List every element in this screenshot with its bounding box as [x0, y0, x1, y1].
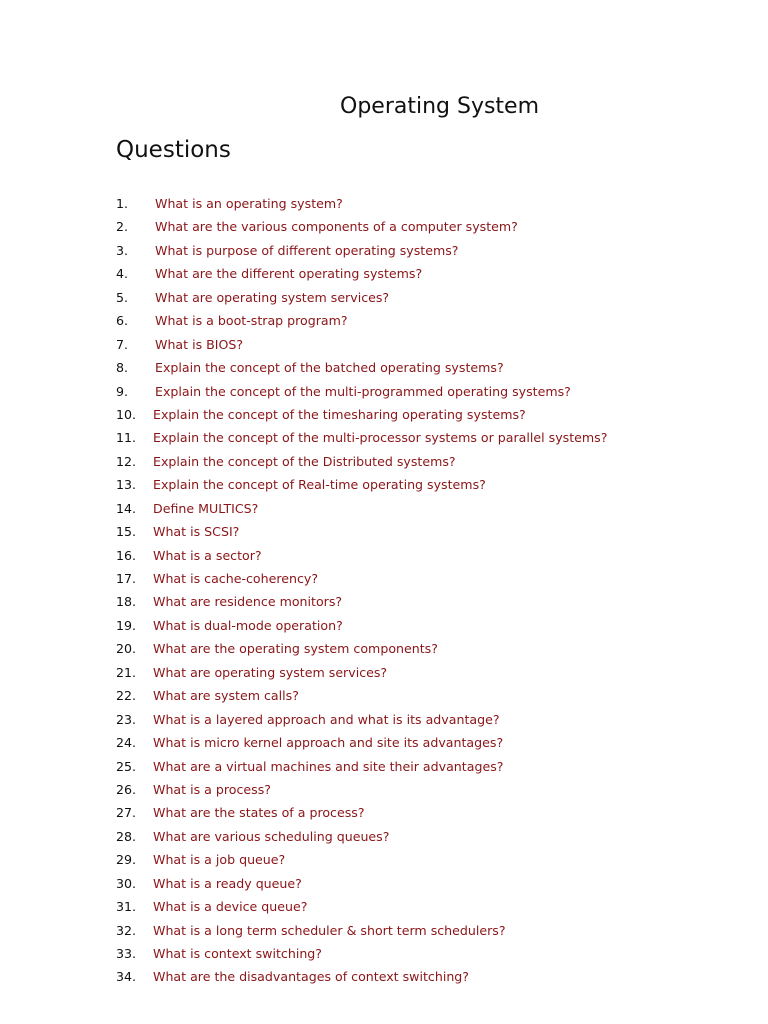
question-text: What is SCSI?	[153, 524, 240, 540]
question-text: What is purpose of different operating systems?	[155, 242, 459, 258]
question-text: What is a sector?	[153, 547, 262, 563]
question-number: 20.	[116, 641, 137, 657]
question-text: What are operating system services?	[155, 289, 390, 305]
question-number: 11.	[116, 430, 137, 446]
question-text: What is micro kernel approach and site its advantages?	[153, 735, 504, 751]
question-item	[0, 473, 768, 496]
question-text: What are the states of a process?	[153, 805, 365, 821]
question-text: What is an operating system?	[155, 196, 343, 211]
question-text: What are a virtual machines and site their advantages?	[153, 758, 504, 774]
question-number: 4.	[116, 266, 129, 282]
question-item	[0, 262, 768, 285]
question-number: 25.	[116, 758, 137, 774]
question-item	[0, 215, 768, 238]
question-text: Explain the concept of the batched operating systems?	[155, 360, 504, 376]
question-number: 22.	[116, 688, 137, 704]
question-item	[0, 637, 768, 660]
question-number: 3.	[116, 242, 129, 258]
question-number: 6.	[116, 313, 129, 329]
question-item	[0, 614, 768, 637]
question-text: What is a boot-strap program?	[155, 313, 348, 329]
question-text: Explain the concept of Real-time operating systems?	[153, 477, 486, 493]
question-number: 30.	[116, 875, 137, 891]
question-item	[0, 801, 768, 824]
question-text: What are residence monitors?	[153, 594, 343, 610]
question-text: Define MULTICS?	[153, 500, 259, 516]
question-text: Explain the concept of the multi-programmed operating systems?	[155, 383, 571, 399]
question-item	[0, 192, 768, 215]
question-text: Explain the concept of the Distributed systems?	[153, 453, 456, 469]
question-number: 31.	[116, 899, 137, 915]
question-item	[0, 731, 768, 754]
question-text: What are the operating system components?	[153, 641, 438, 657]
question-text: Explain the concept of the multi-processor systems or parallel systems?	[153, 430, 608, 446]
question-number: 23.	[116, 711, 137, 727]
section-heading: Questions	[116, 137, 231, 163]
question-text: What is a layered approach and what is its advantage?	[153, 711, 500, 727]
question-number: 2.	[116, 219, 129, 235]
question-text: What is a process?	[153, 781, 271, 797]
question-item	[0, 567, 768, 590]
question-number: 12.	[116, 453, 137, 469]
question-text: What is context switching?	[153, 946, 322, 961]
question-list	[0, 192, 768, 989]
question-number: 33.	[116, 946, 137, 961]
question-number: 14.	[116, 500, 137, 516]
question-number: 26.	[116, 781, 137, 797]
question-number: 1.	[116, 196, 129, 211]
question-text: What is BIOS?	[155, 336, 244, 352]
question-item	[0, 684, 768, 707]
question-text: What is cache-coherency?	[153, 571, 319, 586]
question-item	[0, 520, 768, 543]
question-item	[0, 544, 768, 567]
question-number: 15.	[116, 524, 137, 540]
question-number: 8.	[116, 360, 129, 376]
question-number: 32.	[116, 922, 137, 938]
question-item	[0, 825, 768, 848]
question-number: 10.	[116, 406, 137, 422]
question-text: What are operating system services?	[153, 664, 388, 680]
question-item	[0, 755, 768, 778]
question-number: 16.	[116, 547, 137, 563]
question-text: What is a job queue?	[153, 852, 286, 868]
question-item	[0, 872, 768, 895]
question-item	[0, 848, 768, 871]
question-item	[0, 708, 768, 731]
question-text: What is dual-mode operation?	[153, 617, 343, 633]
question-number: 28.	[116, 828, 137, 844]
question-text: Explain the concept of the timesharing operating systems?	[153, 406, 526, 422]
question-text: What are system calls?	[153, 688, 299, 704]
question-number: 21.	[116, 664, 137, 680]
question-number: 9.	[116, 383, 129, 399]
question-item	[0, 965, 768, 988]
question-text: What is a ready queue?	[153, 875, 302, 891]
question-item	[0, 239, 768, 262]
question-number: 34.	[116, 969, 137, 985]
question-item	[0, 778, 768, 801]
question-item	[0, 426, 768, 449]
question-number: 27.	[116, 805, 137, 821]
question-number: 17.	[116, 571, 137, 586]
question-text: What is a device queue?	[153, 899, 308, 915]
question-item	[0, 919, 768, 942]
question-item	[0, 590, 768, 613]
question-text: What are various scheduling queues?	[153, 828, 390, 844]
question-number: 24.	[116, 735, 137, 751]
question-number: 18.	[116, 594, 137, 610]
question-item	[0, 497, 768, 520]
question-number: 5.	[116, 289, 129, 305]
question-item	[0, 661, 768, 684]
question-text: What is a long term scheduler & short term schedulers?	[153, 922, 506, 938]
question-text: What are the disadvantages of context switching?	[153, 969, 469, 985]
question-text: What are the various components of a computer system?	[155, 219, 518, 235]
question-item	[0, 403, 768, 426]
question-item	[0, 286, 768, 309]
document-title: Operating System	[340, 94, 540, 119]
question-item	[0, 380, 768, 403]
question-text: What are the different operating systems?	[155, 266, 423, 282]
question-number: 19.	[116, 617, 137, 633]
question-number: 7.	[116, 336, 129, 352]
question-item	[0, 333, 768, 356]
question-number: 13.	[116, 477, 137, 493]
question-item	[0, 356, 768, 379]
question-item	[0, 942, 768, 965]
question-item	[0, 450, 768, 473]
question-item	[0, 309, 768, 332]
question-number: 29.	[116, 852, 137, 868]
question-item	[0, 895, 768, 918]
